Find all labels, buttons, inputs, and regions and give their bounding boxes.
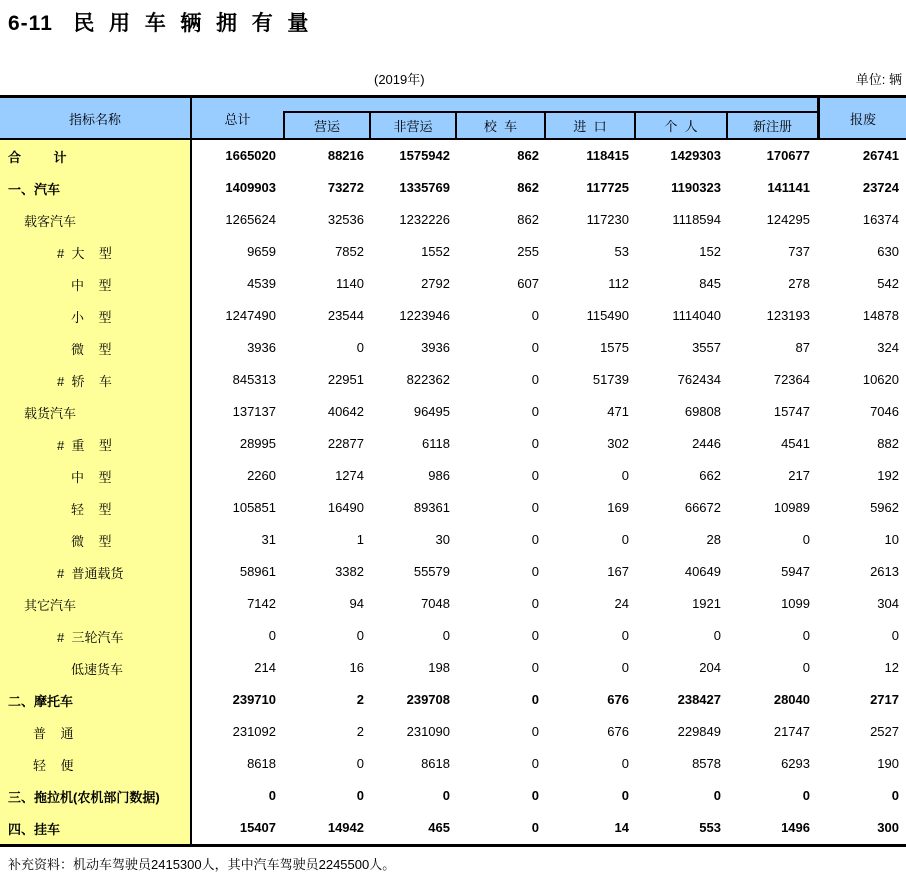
row-label: 中 型 [0,460,192,492]
table-cell: 0 [891,628,899,643]
table-cell: 72364 [773,372,810,387]
table-cell: 0 [268,788,276,803]
table-row [0,204,906,236]
table-header-row [0,95,906,140]
table-cell: 1921 [692,596,721,611]
table-cell: 0 [621,628,629,643]
table-row [0,620,906,652]
table-cell: 28995 [239,436,276,451]
table-cell: 986 [428,468,450,483]
table-cell: 0 [356,628,364,643]
table-cell: 31 [261,532,276,547]
table-cell: 300 [877,820,899,835]
table-cell: 2 [356,724,364,739]
table-row [0,524,906,556]
table-cell: 0 [621,468,629,483]
table-cell: 0 [531,756,539,771]
table-cell: 0 [802,628,810,643]
table-cell: 4539 [247,276,276,291]
table-cell: 198 [428,660,450,675]
table-cell: 32536 [327,212,364,227]
table-cell: 238427 [677,692,721,707]
table-cell: 169 [607,500,629,515]
table-cell: 324 [877,340,899,355]
table-cell: 0 [531,404,539,419]
row-label: # 大 型 [0,236,192,268]
table-cell: 822362 [406,372,450,387]
table-cell: 7048 [421,596,450,611]
column-header-scrapped: 报废 [817,98,906,138]
table-cell: 5947 [781,564,810,579]
table-cell: 737 [788,244,810,259]
table-cell: 0 [531,724,539,739]
table-cell: 662 [699,468,721,483]
table-cell: 1190323 [671,180,721,195]
table-row [0,332,906,364]
table-cell: 0 [356,756,364,771]
table-cell: 1274 [335,468,364,483]
table-cell: 0 [531,596,539,611]
table-row [0,684,906,716]
table-cell: 471 [607,404,629,419]
table-cell: 229849 [677,724,721,739]
table-cell: 255 [517,244,539,259]
table-row [0,716,906,748]
table-cell: 217 [788,468,810,483]
table-cell: 16 [349,660,364,675]
table-cell: 0 [531,692,539,707]
row-label: 其它汽车 [0,588,192,620]
table-cell: 10 [884,532,899,547]
table-cell: 51739 [592,372,629,387]
table-cell: 170677 [766,148,810,163]
table-cell: 8578 [692,756,721,771]
table-cell: 21747 [773,724,810,739]
table-cell: 2 [356,692,364,707]
table-cell: 3936 [247,340,276,355]
table-cell: 2792 [421,276,450,291]
table-cell: 607 [517,276,539,291]
table-row [0,812,906,844]
table-cell: 762434 [677,372,721,387]
table-cell: 231092 [232,724,276,739]
table-cell: 1265624 [225,212,276,227]
table-cell: 118415 [586,148,629,163]
table-cell: 66672 [684,500,721,515]
column-header-sub-5: 个 人 [636,111,728,138]
table-cell: 8618 [421,756,450,771]
table-cell: 141141 [767,180,810,195]
table-cell: 87 [795,340,810,355]
table-cell: 239708 [406,692,450,707]
table-cell: 0 [531,532,539,547]
table-cell: 0 [802,660,810,675]
table-cell: 0 [442,628,450,643]
table-cell: 2717 [870,692,899,707]
page-title: 6-11 民 用 车 辆 拥 有 量 [8,12,310,35]
table-cell: 302 [607,436,629,451]
table-cell: 0 [531,500,539,515]
table-cell: 1575 [600,340,629,355]
table-cell: 542 [877,276,899,291]
table-cell: 9659 [247,244,276,259]
column-header-sub-6: 新注册 [728,111,817,138]
table-cell: 3557 [692,340,721,355]
table-cell: 23544 [327,308,364,323]
table-cell: 167 [607,564,629,579]
table-cell: 23724 [862,180,899,195]
table-cell: 58961 [239,564,276,579]
row-label: 轻 便 [0,748,192,780]
table-cell: 55579 [413,564,450,579]
table-cell: 7852 [335,244,364,259]
table-cell: 40642 [327,404,364,419]
table-cell: 94 [349,596,364,611]
table-cell: 89361 [413,500,450,515]
table-cell: 0 [891,788,899,803]
row-label: 三、拖拉机(农机部门数据) [0,780,192,812]
table-cell: 1140 [336,276,364,291]
table-cell: 15747 [773,404,810,419]
row-label: # 重 型 [0,428,192,460]
table-cell: 16490 [327,500,364,515]
table-cell: 2613 [870,564,899,579]
table-cell: 0 [531,308,539,323]
table-cell: 0 [531,660,539,675]
table-cell: 7046 [870,404,899,419]
table-cell: 0 [531,564,539,579]
table-row [0,172,906,204]
table-cell: 2527 [870,724,899,739]
table-cell: 1232226 [399,212,450,227]
table-cell: 1118594 [672,212,721,227]
table-cell: 40649 [684,564,721,579]
table-cell: 0 [802,532,810,547]
table-cell: 0 [621,788,629,803]
table-cell: 5962 [870,500,899,515]
table-cell: 278 [788,276,810,291]
table-cell: 28 [706,532,721,547]
table-cell: 105851 [232,500,276,515]
row-label: 微 型 [0,332,192,364]
table-cell: 3936 [421,340,450,355]
table-cell: 190 [877,756,899,771]
table-cell: 28040 [773,692,810,707]
table-cell: 0 [531,788,539,803]
row-label: # 轿 车 [0,364,192,396]
table-row [0,396,906,428]
header-subcolumns [283,98,817,138]
table-cell: 137137 [232,404,276,419]
table-cell: 0 [442,788,450,803]
table-cell: 112 [608,276,629,291]
table-cell: 69808 [684,404,721,419]
table-cell: 123193 [766,308,810,323]
row-label: 中 型 [0,268,192,300]
column-header-sub-3: 校 车 [457,111,546,138]
table-cell: 0 [268,628,276,643]
row-label: 普 通 [0,716,192,748]
table-cell: 14 [614,820,629,835]
table-cell: 0 [802,788,810,803]
table-cell: 0 [531,372,539,387]
table-cell: 1665020 [225,148,276,163]
column-header-sub-4: 进 口 [546,111,636,138]
table-cell: 845313 [232,372,276,387]
table-cell: 12 [884,660,899,675]
row-label: 轻 型 [0,492,192,524]
table-cell: 2446 [692,436,721,451]
table-cell: 26741 [862,148,899,163]
table-cell: 882 [877,436,899,451]
table-row [0,556,906,588]
table-row [0,748,906,780]
table-cell: 0 [531,468,539,483]
table-cell: 0 [531,820,539,835]
row-label: 二、摩托车 [0,684,192,716]
table-cell: 0 [713,628,721,643]
table-cell: 0 [531,340,539,355]
table-cell: 1575942 [399,148,450,163]
table-cell: 0 [621,660,629,675]
table-cell: 73272 [327,180,364,195]
table-cell: 22951 [327,372,364,387]
table-cell: 676 [607,692,629,707]
table-cell: 8618 [247,756,276,771]
table-cell: 0 [621,756,629,771]
table-cell: 24 [614,596,629,611]
table-cell: 630 [877,244,899,259]
year-label: (2019年) [374,72,425,87]
table-cell: 0 [621,532,629,547]
footnote: 补充资料：机动车驾驶员2415300人，其中汽车驾驶员2245500人。 [8,857,396,872]
row-label: 低速货车 [0,652,192,684]
table-cell: 1335769 [399,180,450,195]
table-cell: 304 [877,596,899,611]
table-cell: 239710 [232,692,276,707]
row-label: 合 计 [0,140,192,172]
table-cell: 96495 [413,404,450,419]
vehicle-ownership-table [0,95,906,847]
table-cell: 22877 [327,436,364,451]
table-cell: 1099 [781,596,810,611]
table-cell: 862 [517,148,539,163]
table-row [0,236,906,268]
table-cell: 115490 [586,308,629,323]
table-row [0,780,906,812]
table-row [0,492,906,524]
table-cell: 214 [254,660,276,675]
table-row [0,268,906,300]
table-cell: 0 [713,788,721,803]
table-cell: 30 [435,532,450,547]
row-label: 载客汽车 [0,204,192,236]
table-cell: 117725 [586,180,629,195]
table-cell: 845 [699,276,721,291]
row-label: # 普通载货 [0,556,192,588]
table-row [0,460,906,492]
table-cell: 14942 [327,820,364,835]
table-cell: 1247490 [225,308,276,323]
table-cell: 0 [531,628,539,643]
row-label: 微 型 [0,524,192,556]
table-cell: 152 [699,244,721,259]
table-cell: 1409903 [225,180,276,195]
row-label: 小 型 [0,300,192,332]
table-cell: 10620 [862,372,899,387]
table-cell: 10989 [773,500,810,515]
table-cell: 862 [517,180,539,195]
table-cell: 7142 [247,596,276,611]
table-cell: 88216 [327,148,364,163]
row-label: 四、挂车 [0,812,192,844]
table-cell: 1114040 [672,308,721,323]
table-row [0,364,906,396]
table-cell: 16374 [862,212,899,227]
column-header-total: 总计 [224,111,251,127]
unit-label: 单位: 辆 [855,72,902,87]
table-cell: 1 [356,532,364,547]
table-row [0,652,906,684]
table-cell: 465 [428,820,450,835]
table-cell: 124295 [766,212,810,227]
row-label: 一、汽车 [0,172,192,204]
table-cell: 14878 [862,308,899,323]
table-cell: 53 [614,244,629,259]
row-label: # 三轮汽车 [0,620,192,652]
column-header-sub-2: 非营运 [371,111,457,138]
table-cell: 231090 [406,724,450,739]
column-header-sub-1: 营运 [283,111,371,138]
table-cell: 15407 [239,820,276,835]
table-cell: 1496 [781,820,810,835]
table-cell: 204 [699,660,721,675]
table-cell: 3382 [335,564,364,579]
column-header-indicator: 指标名称 [0,98,192,138]
table-cell: 676 [607,724,629,739]
table-cell: 1552 [421,244,450,259]
table-cell: 0 [356,340,364,355]
table-row [0,300,906,332]
table-cell: 2260 [247,468,276,483]
table-cell: 117230 [586,212,629,227]
table-cell: 192 [877,468,899,483]
table-cell: 1429303 [670,148,721,163]
table-row [0,588,906,620]
table-cell: 862 [517,212,539,227]
table-cell: 0 [356,788,364,803]
table-body [0,140,906,847]
table-cell: 0 [531,436,539,451]
table-cell: 553 [699,820,721,835]
table-cell: 1223946 [399,308,450,323]
row-label: 载货汽车 [0,396,192,428]
table-row [0,428,906,460]
table-cell: 6118 [422,436,450,451]
table-cell: 6293 [781,756,810,771]
table-row [0,140,906,172]
table-cell: 4541 [781,436,810,451]
